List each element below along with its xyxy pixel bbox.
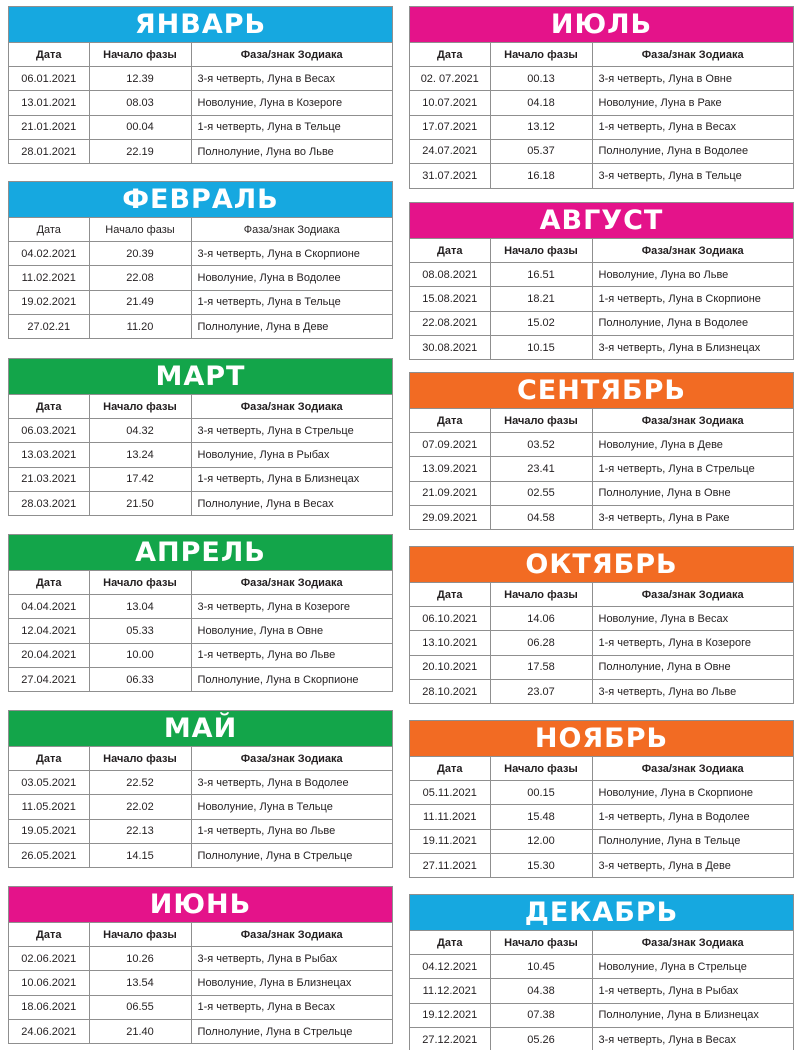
cell-phase: 3-я четверть, Луна в Весах — [592, 1027, 793, 1050]
phase-table — [410, 238, 793, 359]
cell-phase: Новолуние, Луна в Раке — [592, 91, 793, 115]
phase-table — [9, 746, 392, 867]
cell-start: 05.26 — [490, 1027, 592, 1050]
cell-start: 15.30 — [490, 853, 592, 877]
cell-date: 21.01.2021 — [9, 115, 89, 139]
header-date: Дата — [410, 409, 490, 433]
cell-start: 14.06 — [490, 607, 592, 631]
month-table-june — [8, 886, 393, 1044]
table-row — [9, 1019, 392, 1043]
cell-start: 05.33 — [89, 619, 191, 643]
table-header-row — [410, 757, 793, 781]
cell-phase: 3-я четверть, Луна в Скорпионе — [191, 242, 392, 266]
phase-table — [9, 42, 392, 163]
cell-date: 24.07.2021 — [410, 139, 490, 163]
table-row — [410, 263, 793, 287]
table-row — [9, 91, 392, 115]
cell-phase: Полнолуние, Луна в Тельце — [592, 829, 793, 853]
table-row — [410, 505, 793, 529]
cell-phase: Новолуние, Луна в Весах — [592, 607, 793, 631]
cell-phase: 3-я четверть, Луна в Овне — [592, 67, 793, 91]
header-phase: Фаза/знак Зодиака — [191, 571, 392, 595]
month-table-april — [8, 534, 393, 692]
cell-start: 05.37 — [490, 139, 592, 163]
table-row — [9, 242, 392, 266]
cell-start: 16.51 — [490, 263, 592, 287]
month-title: ЯНВАРЬ — [9, 7, 392, 42]
month-title: АПРЕЛЬ — [9, 535, 392, 570]
cell-date: 13.01.2021 — [9, 91, 89, 115]
cell-start: 21.50 — [89, 491, 191, 515]
cell-date: 19.11.2021 — [410, 829, 490, 853]
header-phase: Фаза/знак Зодиака — [191, 923, 392, 947]
phase-table — [410, 42, 793, 188]
month-table-july — [409, 6, 794, 189]
cell-start: 00.04 — [89, 115, 191, 139]
cell-phase: Новолуние, Луна в Скорпионе — [592, 781, 793, 805]
table-row — [410, 853, 793, 877]
table-row — [9, 947, 392, 971]
cell-phase: Полнолуние, Луна в Весах — [191, 491, 392, 515]
header-start: Начало фазы — [490, 931, 592, 955]
cell-phase: Новолуние, Луна в Стрельце — [592, 955, 793, 979]
cell-start: 10.26 — [89, 947, 191, 971]
month-table-january — [8, 6, 393, 164]
cell-date: 03.05.2021 — [9, 771, 89, 795]
phase-table — [9, 394, 392, 515]
header-date: Дата — [410, 239, 490, 263]
table-row — [9, 290, 392, 314]
phase-table — [9, 217, 392, 338]
table-row — [410, 457, 793, 481]
table-row — [410, 607, 793, 631]
month-table-february — [8, 181, 393, 339]
cell-phase: 3-я четверть, Луна во Льве — [592, 679, 793, 703]
table-row — [410, 163, 793, 187]
cell-phase: Новолуние, Луна в Овне — [191, 619, 392, 643]
cell-date: 29.09.2021 — [410, 505, 490, 529]
header-start: Начало фазы — [490, 409, 592, 433]
table-row — [410, 1027, 793, 1050]
header-date: Дата — [9, 747, 89, 771]
cell-start: 13.24 — [89, 443, 191, 467]
table-row — [9, 667, 392, 691]
cell-start: 17.42 — [89, 467, 191, 491]
table-row — [9, 771, 392, 795]
cell-date: 11.11.2021 — [410, 805, 490, 829]
cell-start: 08.03 — [89, 91, 191, 115]
table-row — [9, 419, 392, 443]
cell-date: 22.08.2021 — [410, 311, 490, 335]
cell-phase: Новолуние, Луна в Рыбах — [191, 443, 392, 467]
table-row — [410, 287, 793, 311]
table-row — [410, 433, 793, 457]
cell-date: 11.12.2021 — [410, 979, 490, 1003]
phase-table — [410, 930, 793, 1050]
cell-start: 22.08 — [89, 266, 191, 290]
header-phase: Фаза/знак Зодиака — [592, 583, 793, 607]
cell-date: 11.02.2021 — [9, 266, 89, 290]
cell-start: 06.28 — [490, 631, 592, 655]
cell-start: 20.39 — [89, 242, 191, 266]
cell-phase: 3-я четверть, Луна в Стрельце — [191, 419, 392, 443]
table-row — [410, 115, 793, 139]
cell-start: 11.20 — [89, 314, 191, 338]
cell-start: 14.15 — [89, 843, 191, 867]
cell-phase: 3-я четверть, Луна в Раке — [592, 505, 793, 529]
table-row — [410, 955, 793, 979]
header-start: Начало фазы — [89, 395, 191, 419]
cell-phase: Новолуние, Луна в Близнецах — [191, 971, 392, 995]
table-row — [410, 481, 793, 505]
header-phase: Фаза/знак Зодиака — [592, 409, 793, 433]
cell-start: 21.40 — [89, 1019, 191, 1043]
cell-date: 13.10.2021 — [410, 631, 490, 655]
table-row — [410, 91, 793, 115]
cell-date: 31.07.2021 — [410, 163, 490, 187]
cell-date: 27.12.2021 — [410, 1027, 490, 1050]
cell-date: 17.07.2021 — [410, 115, 490, 139]
cell-date: 07.09.2021 — [410, 433, 490, 457]
month-table-november — [409, 720, 794, 878]
phase-table — [410, 756, 793, 877]
table-row — [410, 655, 793, 679]
month-table-october — [409, 546, 794, 704]
cell-date: 06.01.2021 — [9, 67, 89, 91]
cell-phase: 3-я четверть, Луна в Водолее — [191, 771, 392, 795]
cell-phase: 3-я четверть, Луна в Рыбах — [191, 947, 392, 971]
cell-phase: Полнолуние, Луна в Овне — [592, 481, 793, 505]
table-row — [9, 314, 392, 338]
table-row — [9, 115, 392, 139]
cell-phase: Полнолуние, Луна в Скорпионе — [191, 667, 392, 691]
table-row — [410, 829, 793, 853]
cell-phase: Полнолуние, Луна в Водолее — [592, 139, 793, 163]
phase-table — [410, 582, 793, 703]
cell-phase: 1-я четверть, Луна в Стрельце — [592, 457, 793, 481]
header-start: Начало фазы — [490, 43, 592, 67]
cell-date: 04.12.2021 — [410, 955, 490, 979]
cell-start: 22.19 — [89, 139, 191, 163]
month-title: АВГУСТ — [410, 203, 793, 238]
header-date: Дата — [410, 583, 490, 607]
month-title: МАЙ — [9, 711, 392, 746]
cell-start: 06.55 — [89, 995, 191, 1019]
cell-start: 15.48 — [490, 805, 592, 829]
cell-start: 04.18 — [490, 91, 592, 115]
month-table-august — [409, 202, 794, 360]
cell-phase: 1-я четверть, Луна в Близнецах — [191, 467, 392, 491]
cell-start: 12.39 — [89, 67, 191, 91]
header-phase: Фаза/знак Зодиака — [191, 43, 392, 67]
header-date: Дата — [9, 395, 89, 419]
header-date: Дата — [410, 931, 490, 955]
cell-date: 02.06.2021 — [9, 947, 89, 971]
cell-phase: Полнолуние, Луна в Деве — [191, 314, 392, 338]
month-table-may — [8, 710, 393, 868]
cell-start: 13.12 — [490, 115, 592, 139]
cell-start: 03.52 — [490, 433, 592, 457]
cell-date: 13.03.2021 — [9, 443, 89, 467]
table-header-row — [9, 923, 392, 947]
cell-date: 10.06.2021 — [9, 971, 89, 995]
cell-phase: 1-я четверть, Луна в Тельце — [191, 115, 392, 139]
header-start: Начало фазы — [89, 571, 191, 595]
month-title: ИЮЛЬ — [410, 7, 793, 42]
table-row — [410, 311, 793, 335]
table-header-row — [410, 931, 793, 955]
header-date: Дата — [9, 43, 89, 67]
header-date: Дата — [410, 43, 490, 67]
month-title: МАРТ — [9, 359, 392, 394]
header-phase: Фаза/знак Зодиака — [592, 239, 793, 263]
table-row — [9, 819, 392, 843]
cell-date: 19.05.2021 — [9, 819, 89, 843]
cell-date: 18.06.2021 — [9, 995, 89, 1019]
table-header-row — [9, 571, 392, 595]
month-title: ДЕКАБРЬ — [410, 895, 793, 930]
cell-phase: Новолуние, Луна в Деве — [592, 433, 793, 457]
phase-table — [410, 408, 793, 529]
month-title: ИЮНЬ — [9, 887, 392, 922]
table-header-row — [410, 43, 793, 67]
cell-phase: Полнолуние, Луна в Стрельце — [191, 1019, 392, 1043]
cell-date: 15.08.2021 — [410, 287, 490, 311]
cell-date: 20.04.2021 — [9, 643, 89, 667]
cell-phase: Полнолуние, Луна в Стрельце — [191, 843, 392, 867]
month-title: ФЕВРАЛЬ — [9, 182, 392, 217]
cell-phase: 1-я четверть, Луна в Водолее — [592, 805, 793, 829]
header-start: Начало фазы — [89, 43, 191, 67]
month-table-december — [409, 894, 794, 1050]
header-start: Начало фазы — [490, 239, 592, 263]
header-phase: Фаза/знак Зодиака — [592, 43, 793, 67]
table-header-row — [410, 583, 793, 607]
cell-phase: Новолуние, Луна в Тельце — [191, 795, 392, 819]
cell-date: 21.09.2021 — [410, 481, 490, 505]
table-row — [410, 631, 793, 655]
cell-phase: Полнолуние, Луна в Овне — [592, 655, 793, 679]
table-row — [410, 335, 793, 359]
table-header-row — [9, 395, 392, 419]
table-row — [9, 491, 392, 515]
cell-start: 00.15 — [490, 781, 592, 805]
cell-start: 23.41 — [490, 457, 592, 481]
cell-date: 21.03.2021 — [9, 467, 89, 491]
cell-date: 28.01.2021 — [9, 139, 89, 163]
cell-phase: 1-я четверть, Луна в Тельце — [191, 290, 392, 314]
cell-date: 27.11.2021 — [410, 853, 490, 877]
header-date: Дата — [9, 571, 89, 595]
cell-date: 20.10.2021 — [410, 655, 490, 679]
cell-start: 04.58 — [490, 505, 592, 529]
month-title: НОЯБРЬ — [410, 721, 793, 756]
cell-date: 13.09.2021 — [410, 457, 490, 481]
table-row — [9, 795, 392, 819]
cell-start: 23.07 — [490, 679, 592, 703]
cell-phase: 3-я четверть, Луна в Тельце — [592, 163, 793, 187]
table-row — [410, 805, 793, 829]
cell-phase: Новолуние, Луна во Льве — [592, 263, 793, 287]
cell-start: 10.45 — [490, 955, 592, 979]
cell-date: 12.04.2021 — [9, 619, 89, 643]
header-start: Начало фазы — [490, 757, 592, 781]
cell-start: 15.02 — [490, 311, 592, 335]
cell-start: 00.13 — [490, 67, 592, 91]
cell-date: 02. 07.2021 — [410, 67, 490, 91]
cell-phase: Полнолуние, Луна в Водолее — [592, 311, 793, 335]
cell-date: 04.02.2021 — [9, 242, 89, 266]
table-row — [9, 971, 392, 995]
header-phase: Фаза/знак Зодиака — [191, 395, 392, 419]
cell-phase: 3-я четверть, Луна в Козероге — [191, 595, 392, 619]
cell-date: 06.03.2021 — [9, 419, 89, 443]
cell-date: 19.02.2021 — [9, 290, 89, 314]
cell-date: 26.05.2021 — [9, 843, 89, 867]
cell-phase: 3-я четверть, Луна в Близнецах — [592, 335, 793, 359]
table-row — [9, 67, 392, 91]
table-row — [9, 643, 392, 667]
table-header-row — [9, 218, 392, 242]
cell-phase: 1-я четверть, Луна в Козероге — [592, 631, 793, 655]
cell-start: 13.54 — [89, 971, 191, 995]
table-row — [410, 139, 793, 163]
header-date: Дата — [9, 923, 89, 947]
month-table-march — [8, 358, 393, 516]
cell-start: 10.00 — [89, 643, 191, 667]
cell-date: 27.02.21 — [9, 314, 89, 338]
cell-date: 05.11.2021 — [410, 781, 490, 805]
header-date: Дата — [410, 757, 490, 781]
cell-phase: 1-я четверть, Луна в Весах — [592, 115, 793, 139]
cell-phase: Новолуние, Луна в Козероге — [191, 91, 392, 115]
table-row — [9, 139, 392, 163]
header-start: Начало фазы — [89, 747, 191, 771]
table-row — [9, 467, 392, 491]
cell-date: 27.04.2021 — [9, 667, 89, 691]
cell-start: 22.02 — [89, 795, 191, 819]
cell-start: 02.55 — [490, 481, 592, 505]
cell-date: 28.10.2021 — [410, 679, 490, 703]
cell-phase: 1-я четверть, Луна в Скорпионе — [592, 287, 793, 311]
table-header-row — [9, 43, 392, 67]
cell-date: 10.07.2021 — [410, 91, 490, 115]
header-phase: Фаза/знак Зодиака — [592, 757, 793, 781]
phase-table — [9, 922, 392, 1043]
cell-start: 21.49 — [89, 290, 191, 314]
cell-phase: 3-я четверть, Луна в Весах — [191, 67, 392, 91]
cell-date: 30.08.2021 — [410, 335, 490, 359]
table-row — [410, 781, 793, 805]
cell-phase: Полнолуние, Луна в Близнецах — [592, 1003, 793, 1027]
header-start: Начало фазы — [490, 583, 592, 607]
table-header-row — [410, 239, 793, 263]
table-header-row — [9, 747, 392, 771]
cell-date: 08.08.2021 — [410, 263, 490, 287]
cell-start: 22.52 — [89, 771, 191, 795]
month-table-september — [409, 372, 794, 530]
table-row — [410, 1003, 793, 1027]
cell-start: 16.18 — [490, 163, 592, 187]
cell-phase: 1-я четверть, Луна в Рыбах — [592, 979, 793, 1003]
header-phase: Фаза/знак Зодиака — [191, 218, 392, 242]
table-row — [410, 67, 793, 91]
table-row — [9, 266, 392, 290]
phase-table — [9, 570, 392, 691]
cell-start: 13.04 — [89, 595, 191, 619]
cell-start: 06.33 — [89, 667, 191, 691]
month-title: СЕНТЯБРЬ — [410, 373, 793, 408]
cell-start: 12.00 — [490, 829, 592, 853]
cell-phase: Полнолуние, Луна во Льве — [191, 139, 392, 163]
table-row — [9, 995, 392, 1019]
cell-start: 18.21 — [490, 287, 592, 311]
header-date: Дата — [9, 218, 89, 242]
cell-date: 28.03.2021 — [9, 491, 89, 515]
cell-start: 07.38 — [490, 1003, 592, 1027]
table-header-row — [410, 409, 793, 433]
cell-phase: 1-я четверть, Луна во Льве — [191, 819, 392, 843]
cell-date: 06.10.2021 — [410, 607, 490, 631]
cell-date: 04.04.2021 — [9, 595, 89, 619]
month-title: ОКТЯБРЬ — [410, 547, 793, 582]
header-start: Начало фазы — [89, 218, 191, 242]
cell-start: 04.38 — [490, 979, 592, 1003]
header-phase: Фаза/знак Зодиака — [191, 747, 392, 771]
cell-start: 22.13 — [89, 819, 191, 843]
cell-date: 19.12.2021 — [410, 1003, 490, 1027]
table-row — [9, 595, 392, 619]
cell-start: 10.15 — [490, 335, 592, 359]
cell-phase: 1-я четверть, Луна во Льве — [191, 643, 392, 667]
cell-phase: 1-я четверть, Луна в Весах — [191, 995, 392, 1019]
cell-start: 04.32 — [89, 419, 191, 443]
cell-phase: Новолуние, Луна в Водолее — [191, 266, 392, 290]
table-row — [9, 619, 392, 643]
table-row — [9, 843, 392, 867]
table-row — [9, 443, 392, 467]
cell-date: 24.06.2021 — [9, 1019, 89, 1043]
table-row — [410, 979, 793, 1003]
header-phase: Фаза/знак Зодиака — [592, 931, 793, 955]
header-start: Начало фазы — [89, 923, 191, 947]
table-row — [410, 679, 793, 703]
cell-date: 11.05.2021 — [9, 795, 89, 819]
cell-phase: 3-я четверть, Луна в Деве — [592, 853, 793, 877]
cell-start: 17.58 — [490, 655, 592, 679]
